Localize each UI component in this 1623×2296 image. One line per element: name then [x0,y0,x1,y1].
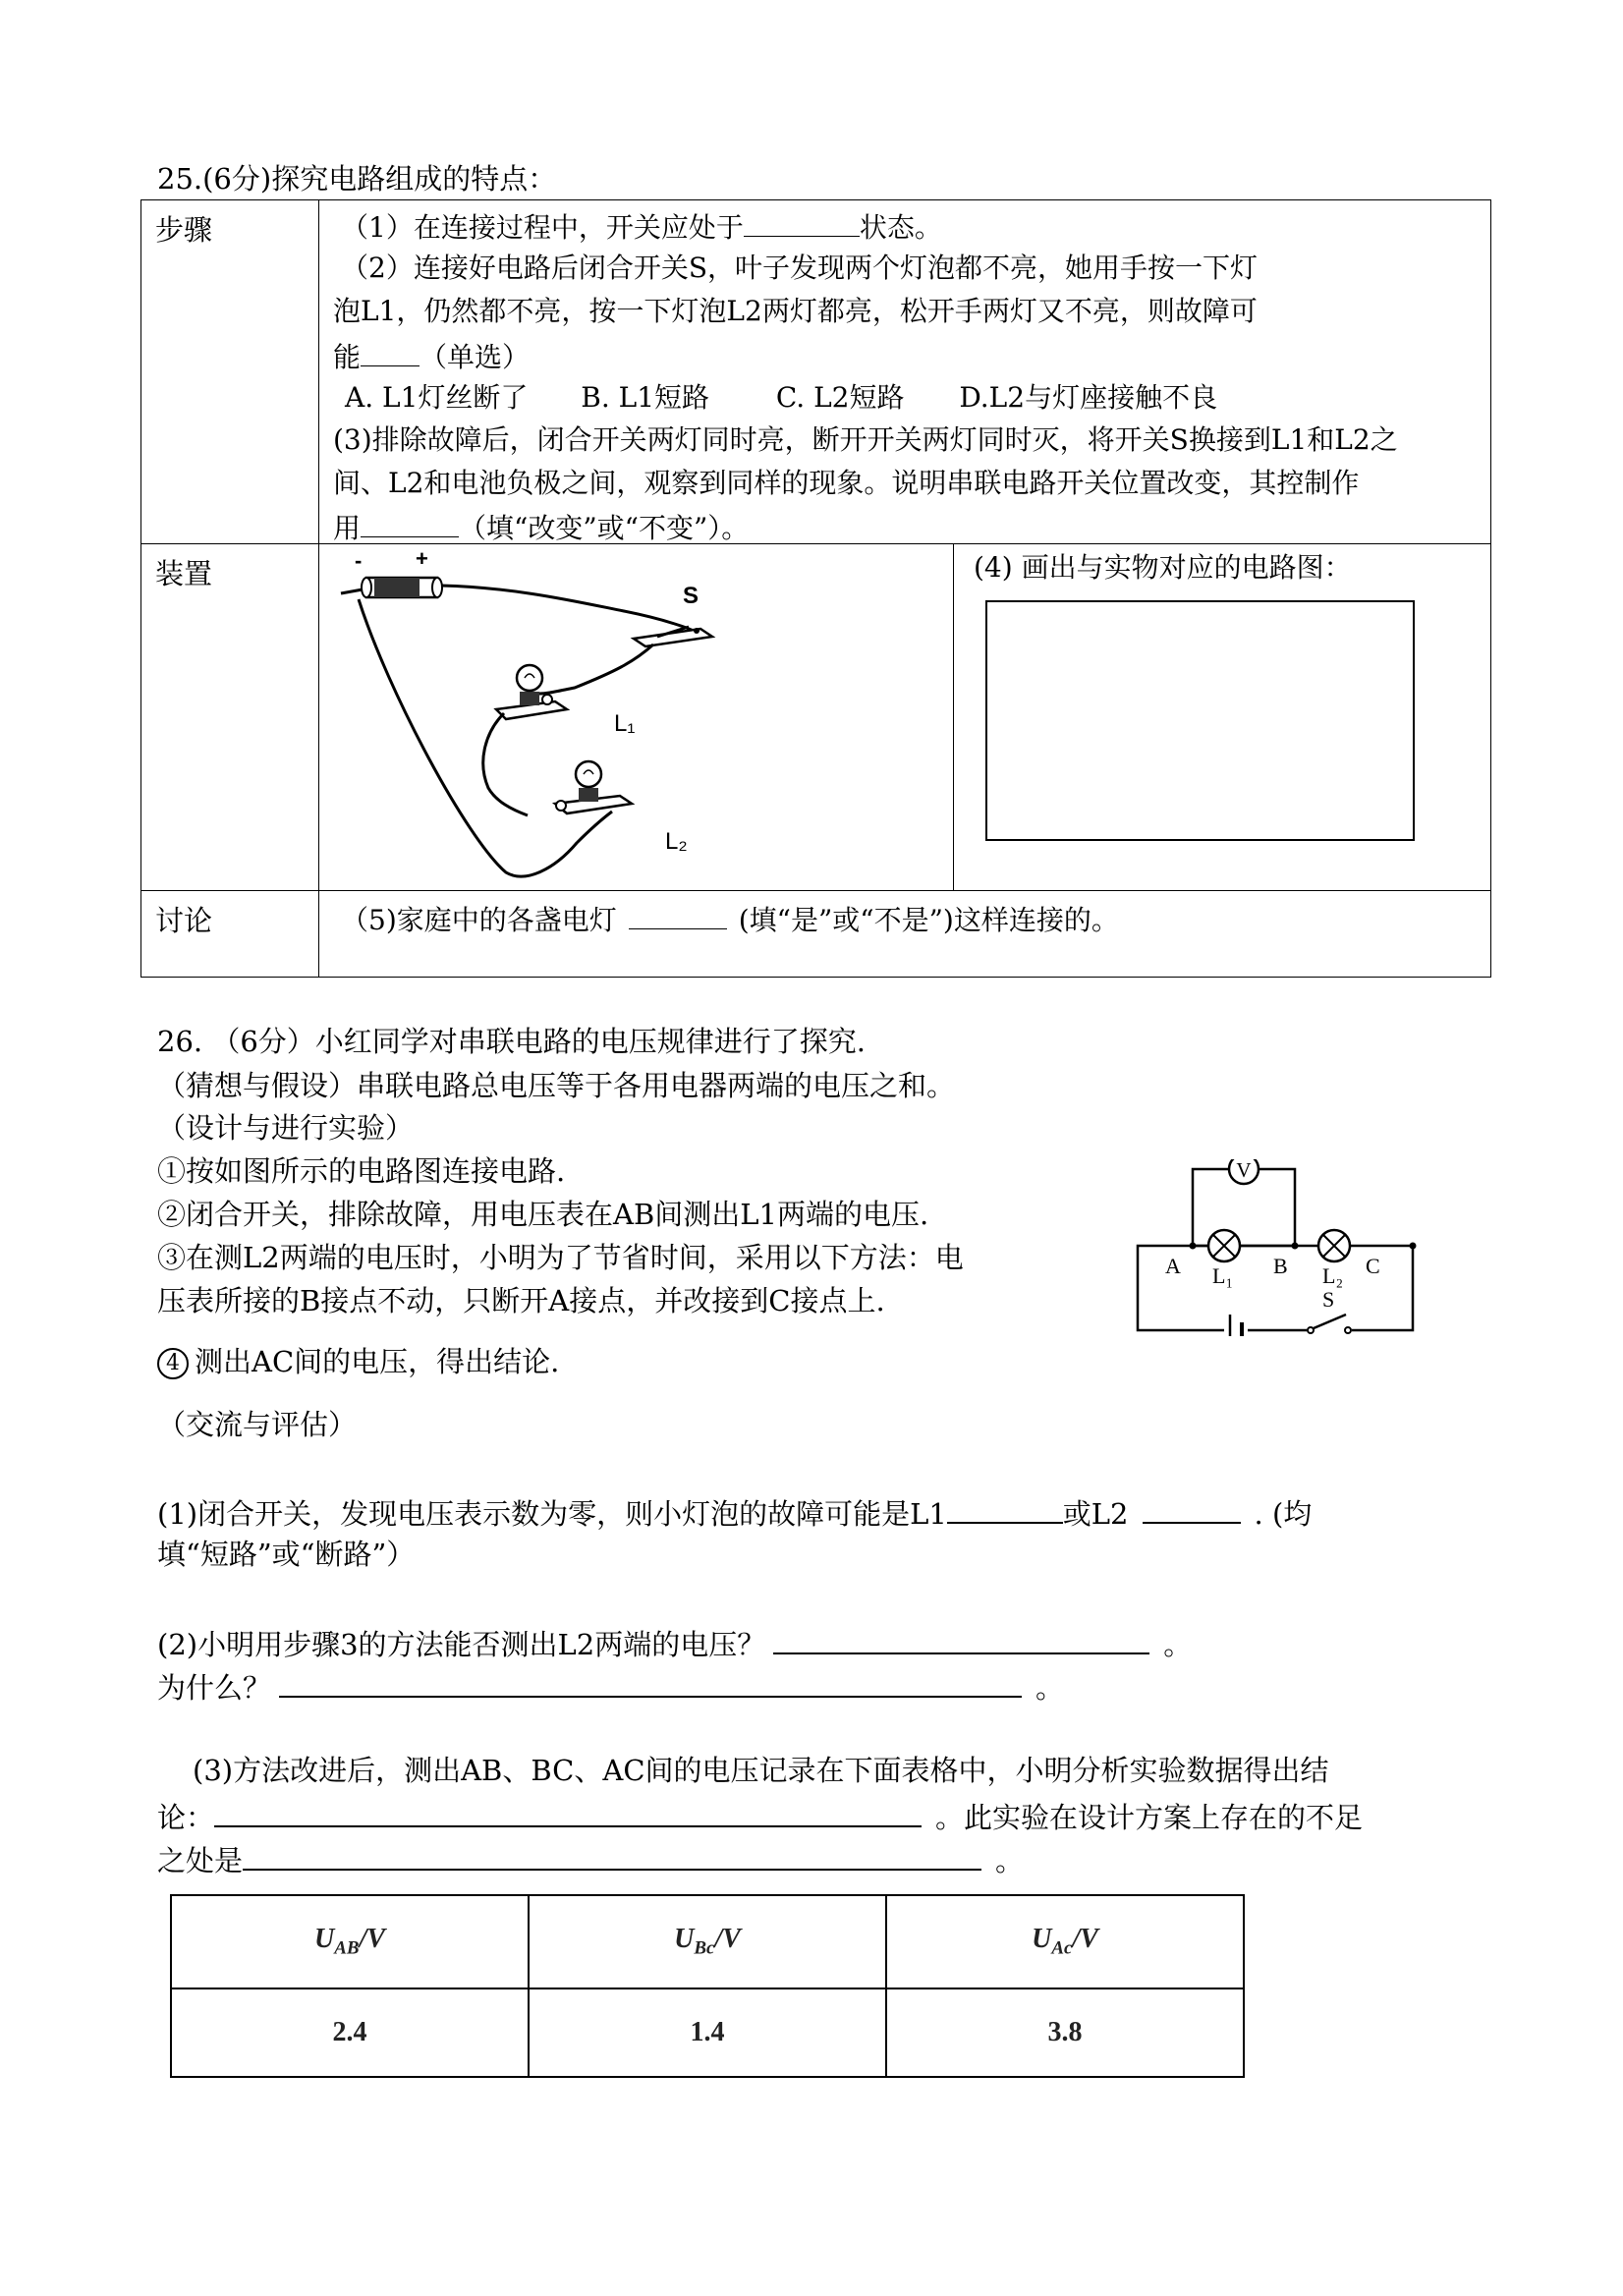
q26-sub3-line1: (3)方法改进后，测出AB、BC、AC间的电压记录在下面表格中，小明分析实验数据得出结 [193,1754,1329,1787]
header-uac-unit: /V [1072,1924,1098,1955]
step1-blank[interactable] [744,202,860,237]
series-circuit-diagram [1130,1159,1425,1336]
q26-sub1-blank-l1[interactable] [947,1488,1063,1524]
step4: (4) 画出与实物对应的电路图： [974,551,1352,584]
q26-sub1-after: . (均 [1254,1497,1313,1531]
header-uab [171,1895,529,1988]
q26-line1: 26. （6分）小红同学对串联电路的电压规律进行了探究. [157,1025,867,1058]
step2-line3-text: 能 [333,341,362,373]
q26-sub3-line3-after: 。 [995,1844,1025,1877]
draw-circuit-cell [954,544,1491,891]
discussion-label: 讨论 [155,904,213,937]
step3-line3-after: （填“改变”或“不变”）。 [459,512,750,544]
value-uac: 3.8 [886,1988,1244,2077]
label-plus: + [416,546,428,571]
option-c: C. L2短路 [775,381,905,414]
step2-line2: 泡L1，仍然都不亮，按一下灯泡L2两灯都亮，松开手两灯又不亮，则故障可 [333,295,1258,327]
step2-line1: （2）连接好电路后闭合开关S，叶子发现两个灯泡都不亮，她用手按一下灯 [341,252,1258,284]
q26-line8 [157,1340,559,1383]
node-c-label: C [1366,1254,1380,1278]
q26-sub3-line2 [157,1792,1363,1839]
step3-line3 [333,503,749,549]
wire-to-switch [441,586,700,635]
step3-line2: 间、L2和电池负极之间，观察到同样的现象。说明串联电路开关位置改变，其控制作 [333,467,1360,499]
header-uac-sub: Ac [1051,1937,1073,1959]
q26-sub2 [157,1619,1192,1666]
device-label: 装置 [155,557,213,590]
q26-sub3-line2-text: 论： [157,1801,215,1834]
steps-label-cell [141,200,319,544]
circuit-sketch [319,544,953,890]
q26-line3: （设计与进行实验） [157,1111,415,1145]
q25-title: 25.(6分)探究电路组成的特点： [157,162,557,196]
step5-after: (填“是”或“不是”)这样连接的。 [738,904,1119,936]
voltage-table [170,1894,1245,2078]
header-uac [886,1895,1244,1988]
q26-line5: ②闭合开关，排除故障，用电压表在AB间测出L1两端的电压. [157,1198,929,1231]
header-uab-unit: /V [359,1924,386,1955]
q26-sub3-line3-text: 之处是 [157,1844,244,1877]
q26-line8-text: 测出AC间的电压，得出结论. [195,1345,560,1378]
q25-table [140,199,1491,978]
lamp-l2-label: L₂ [1322,1263,1344,1288]
node-a-label: A [1165,1254,1181,1278]
step1-after: 状态。 [859,211,942,244]
label-switch: S [683,583,700,609]
device-figure-cell [319,544,954,891]
q26-sub2-why-blank[interactable] [279,1662,1022,1698]
q26-sub1 [157,1488,1312,1536]
header-uab-sub: AB [334,1937,360,1959]
step2-blank[interactable] [361,332,420,366]
option-b: B. L1短路 [581,381,710,414]
step3-line3-text: 用 [333,512,362,544]
wire-battery-to-l2 [359,599,612,876]
step1-text: （1）在连接过程中，开关应处于 [341,211,744,244]
q26-sub3-blank-conclusion[interactable] [214,1792,922,1827]
q26-sub1-mid: 或L2 [1062,1497,1129,1531]
q26-line9: （交流与评估） [157,1408,358,1441]
steps-content-cell [319,200,1491,544]
draw-area[interactable] [985,600,1415,841]
voltmeter-label: V [1236,1159,1252,1182]
option-a: A. L1灯丝断了 [345,381,529,414]
lamp-l1-label: L₁ [1212,1263,1234,1288]
q26-line4: ①按如图所示的电路图连接电路. [157,1154,566,1188]
header-ubc-main: U [674,1924,695,1955]
q26-sub1-line2: 填“短路”或“断路”） [157,1538,416,1571]
q26-sub2-text: (2)小明用步骤3的方法能否测出L2两端的电压？ [157,1628,766,1661]
q26-sub2-why-text: 为什么？ [157,1671,272,1705]
steps-label: 步骤 [155,213,213,247]
label-lamp1: L₁ [614,710,636,737]
q26-sub2-blank[interactable] [773,1619,1149,1654]
lamp1-bulb [517,665,542,691]
q26-line2: （猜想与假设）串联电路总电压等于各用电器两端的电压之和。 [157,1069,956,1102]
header-ubc [529,1895,886,1988]
circled-number-4: 4 [157,1348,189,1379]
wire-switch-to-l1 [539,644,653,694]
header-uac-main: U [1032,1924,1052,1955]
step3-blank[interactable] [361,503,459,537]
header-ubc-unit: /V [714,1924,741,1955]
label-lamp2: L₂ [665,828,688,855]
value-uab: 2.4 [171,1988,529,2077]
discussion-label-cell [141,891,319,978]
q26-sub1-blank-l2[interactable] [1143,1488,1241,1524]
q26-sub3-blank-shortcoming[interactable] [243,1835,981,1871]
label-minus: - [355,548,363,573]
node-b-label: B [1273,1254,1288,1278]
discussion-content-cell [319,891,1491,978]
battery-minus-lead [341,589,363,593]
q26-sub2-why-after: 。 [1035,1671,1065,1705]
value-ubc: 1.4 [529,1988,886,2077]
step2-options [345,376,1217,419]
step1 [341,202,942,249]
switch-label: S [1322,1287,1335,1312]
q26-sub1-text: (1)闭合开关，发现电压表示数为零，则小灯泡的故障可能是L1 [157,1497,947,1531]
step2-line3-after: （单选） [420,341,531,373]
step5 [319,891,1490,941]
step3-line1: (3)排除故障后，闭合开关两灯同时亮，断开开关两灯同时灭，将开关S换接到L1和L2之 [333,423,1398,456]
option-d: D.L2与灯座接触不良 [959,381,1218,414]
q26-sub2-after: 。 [1163,1628,1193,1661]
q26-line6: ③在测L2两端的电压时，小明为了节省时间，采用以下方法：电 [157,1241,964,1274]
q26-sub3-line2-after: 。此实验在设计方案上存在的不足 [935,1801,1364,1834]
header-ubc-sub: Bc [694,1937,715,1959]
step5-blank[interactable] [629,895,727,929]
lamp2-bulb [576,761,601,787]
q26-sub2-why [157,1662,1064,1709]
q26-sub3-line3 [157,1835,1024,1882]
device-label-cell [141,544,319,891]
wire-l1-to-l2 [483,713,528,815]
step2-line3 [333,332,530,378]
battery-band [374,578,420,597]
step5-text: （5)家庭中的各盏电灯 [341,904,617,936]
header-uab-main: U [313,1924,335,1955]
q26-line7: 压表所接的B接点不动，只断开A接点，并改接到C接点上. [157,1284,885,1317]
